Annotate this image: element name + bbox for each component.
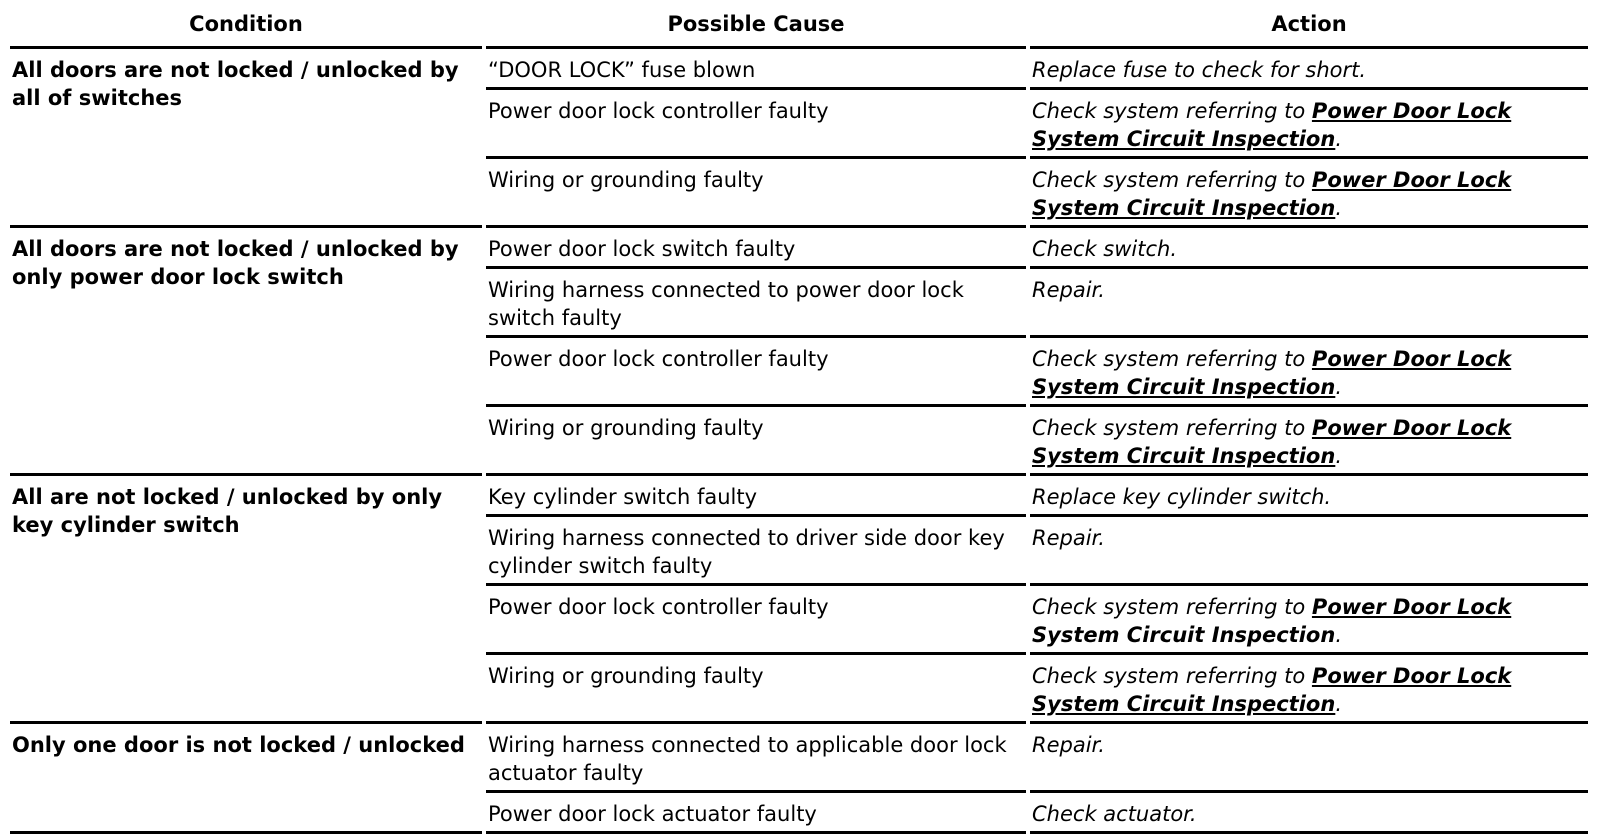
action-cell — [1030, 724, 1588, 793]
reference-text: System Circuit Inspection — [1032, 623, 1336, 647]
action-text: Repair. — [1032, 526, 1105, 550]
possible-cause-cell: Wiring harness connected to applicable door lock actuator faulty — [486, 724, 1026, 793]
reference-link[interactable]: Power Door Lock — [1311, 595, 1512, 619]
reference-link[interactable]: Power Door Lock System Circuit Inspection — [1032, 99, 1512, 151]
action-cell — [1030, 49, 1588, 90]
table-body — [10, 49, 1588, 834]
possible-cause-cell: Power door lock controller faulty — [486, 338, 1026, 407]
troubleshooting-table — [6, 4, 1592, 834]
action-text: Repair. — [1032, 733, 1105, 757]
action-cell — [1030, 90, 1588, 159]
condition-cell: All are not locked / unlocked by only key cylinder switch — [10, 476, 482, 724]
action-text: Check actuator. — [1032, 802, 1197, 826]
action-period: . — [1335, 127, 1342, 151]
action-text: Check switch. — [1032, 237, 1177, 261]
possible-cause-cell: Key cylinder switch faulty — [486, 476, 1026, 517]
action-text: Check system referring to — [1032, 99, 1312, 123]
possible-cause-cell: Wiring or grounding faulty — [486, 407, 1026, 476]
possible-cause-cell: Wiring or grounding faulty — [486, 655, 1026, 724]
table-row — [10, 49, 1588, 90]
possible-cause-cell: Power door lock controller faulty — [486, 586, 1026, 655]
table-row — [10, 724, 1588, 793]
possible-cause-cell: Wiring or grounding faulty — [486, 159, 1026, 228]
condition-cell: All doors are not locked / unlocked by all of switches — [10, 49, 482, 228]
action-cell — [1030, 586, 1588, 655]
action-cell — [1030, 228, 1588, 269]
table-row — [10, 476, 1588, 517]
reference-link[interactable]: Power Door Lock System Circuit Inspection — [1032, 168, 1512, 220]
action-text: Check system referring to — [1032, 664, 1312, 688]
action-cell — [1030, 338, 1588, 407]
reference-link[interactable]: Power Door Lock System Circuit Inspection — [1032, 416, 1512, 468]
reference-link[interactable]: Power Door Lock System Circuit Inspection — [1032, 664, 1512, 716]
action-text: Repair. — [1032, 278, 1105, 302]
possible-cause-cell: Wiring harness connected to power door lock switch faulty — [486, 269, 1026, 338]
action-cell — [1030, 793, 1588, 834]
action-period: . — [1335, 692, 1342, 716]
action-period: . — [1335, 444, 1342, 468]
action-period: . — [1335, 623, 1342, 647]
possible-cause-cell: Power door lock actuator faulty — [486, 793, 1026, 834]
action-text: Check system referring to — [1032, 416, 1312, 440]
action-text: Check system referring to — [1032, 168, 1312, 192]
action-cell — [1030, 269, 1588, 338]
possible-cause-cell: Power door lock controller faulty — [486, 90, 1026, 159]
action-cell — [1030, 476, 1588, 517]
header-row — [10, 4, 1588, 49]
action-cell — [1030, 517, 1588, 586]
table-row — [10, 228, 1588, 269]
condition-cell: All doors are not locked / unlocked by only power door lock switch — [10, 228, 482, 476]
possible-cause-cell: Wiring harness connected to driver side door key cylinder switch faulty — [486, 517, 1026, 586]
reference-link[interactable]: Power Door Lock System Circuit Inspection — [1032, 347, 1512, 399]
action-cell — [1030, 655, 1588, 724]
action-text: Check system referring to — [1032, 595, 1312, 619]
action-text: Replace key cylinder switch. — [1032, 485, 1332, 509]
action-period: . — [1335, 375, 1342, 399]
possible-cause-cell: Power door lock switch faulty — [486, 228, 1026, 269]
condition-cell: Only one door is not locked / unlocked — [10, 724, 482, 834]
action-cell — [1030, 159, 1588, 228]
possible-cause-header: Possible Cause — [486, 4, 1026, 49]
action-text: Check system referring to — [1032, 347, 1312, 371]
condition-header: Condition — [10, 4, 482, 49]
action-cell — [1030, 407, 1588, 476]
action-text: Replace fuse to check for short. — [1032, 58, 1367, 82]
action-header: Action — [1030, 4, 1588, 49]
possible-cause-cell: “DOOR LOCK” fuse blown — [486, 49, 1026, 90]
action-period: . — [1335, 196, 1342, 220]
